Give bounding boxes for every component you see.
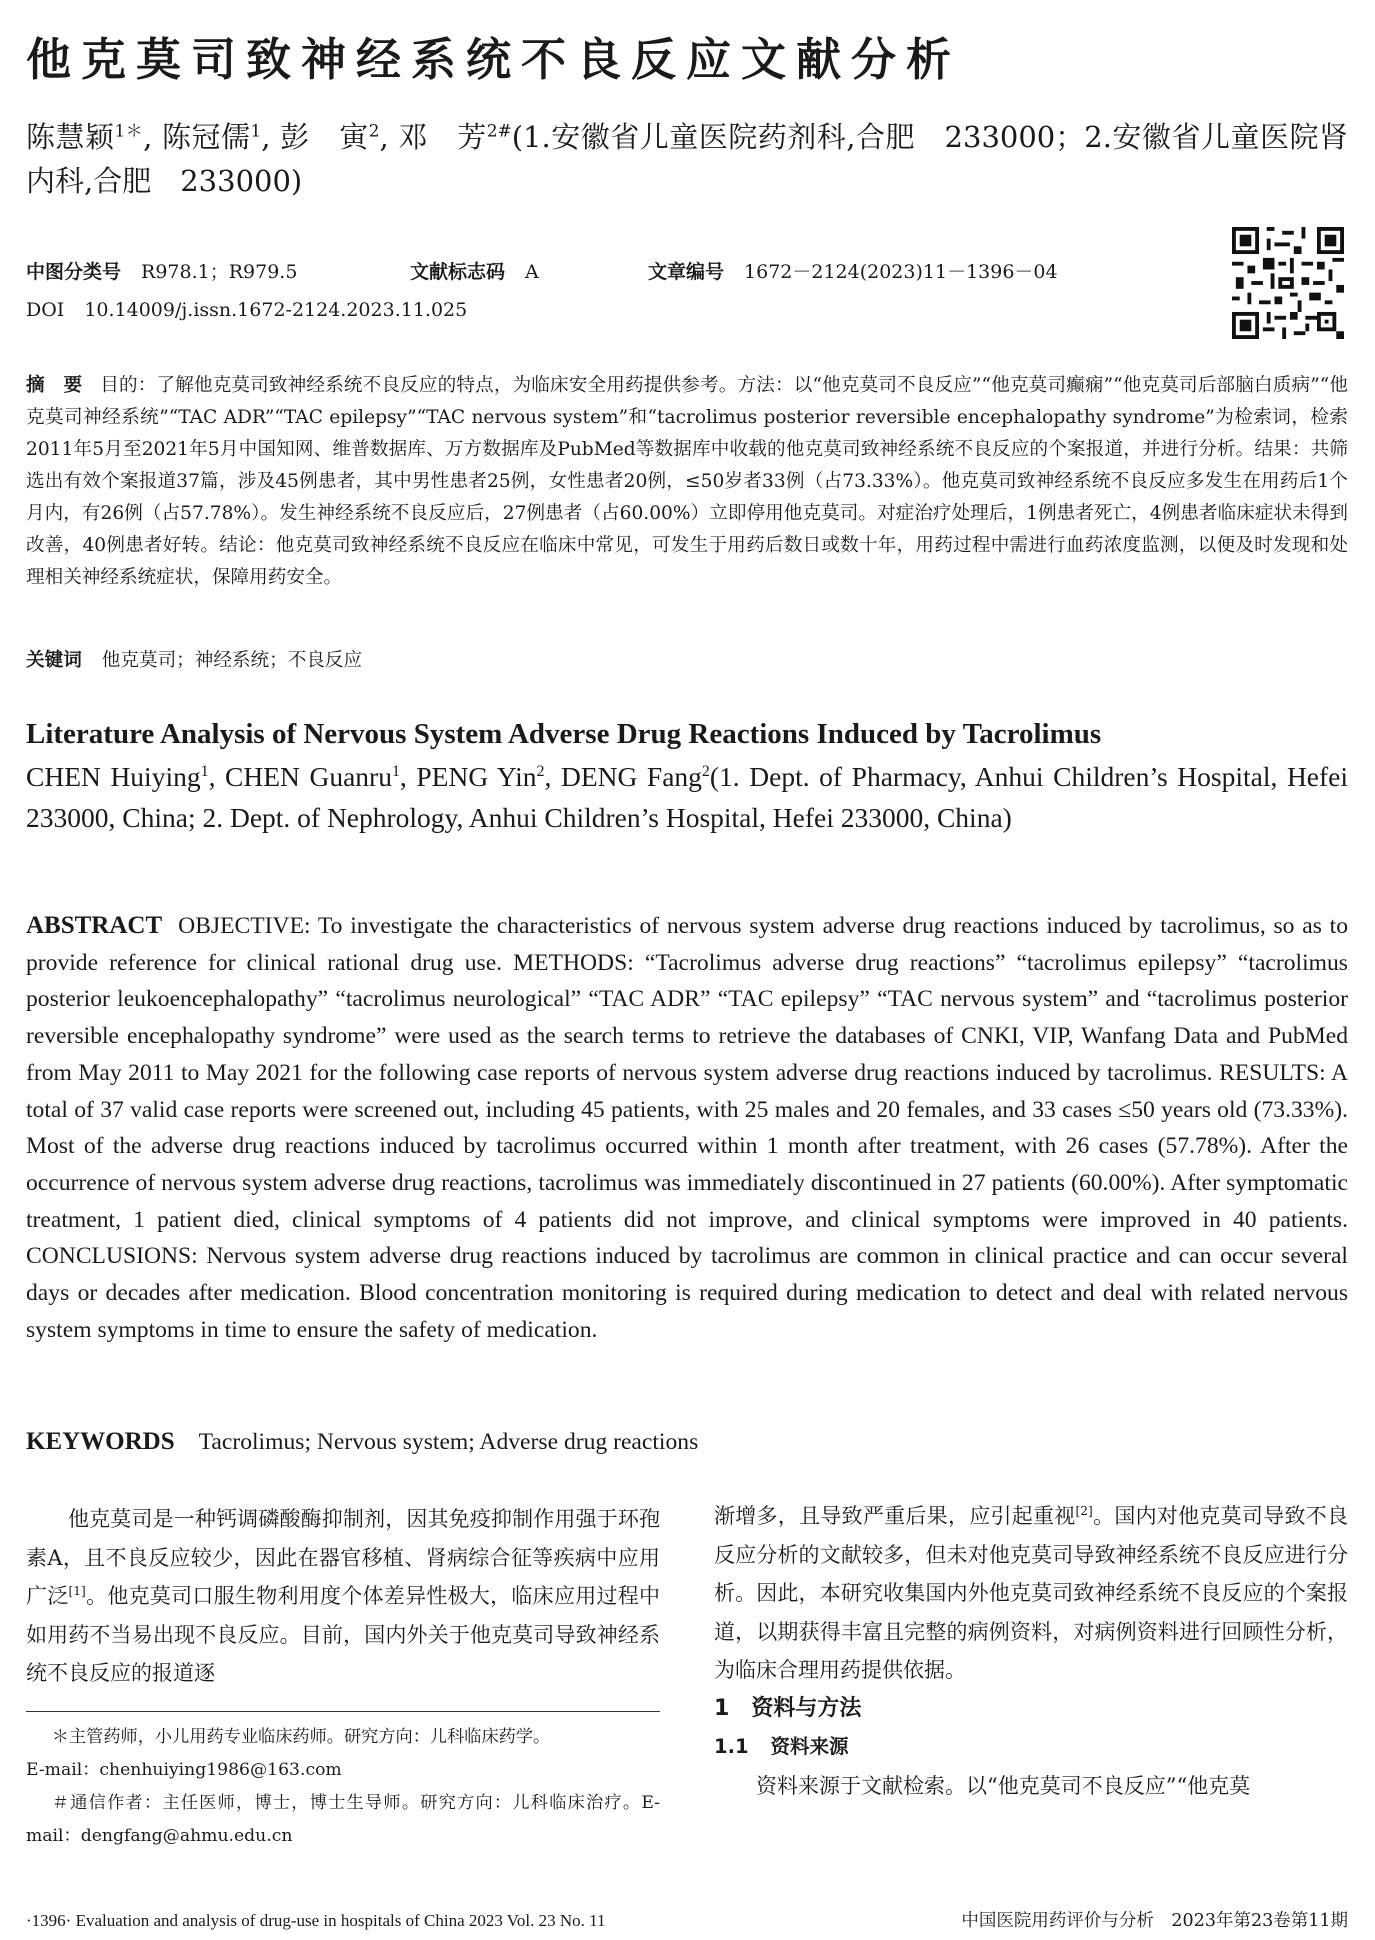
keywords-zh [26, 645, 362, 677]
citation-ref[interactable]: [1] [68, 1584, 86, 1598]
section-number: 1 [714, 1695, 730, 1721]
subsection-number: 1.1 [714, 1735, 749, 1758]
doi-value: 10.14009/j.issn.1672-2124.2023.11.025 [84, 299, 468, 321]
keywords-en [26, 1424, 698, 1461]
qr-code[interactable] [1232, 227, 1344, 339]
article-no-label: 文章编号 [648, 261, 725, 283]
section-title: 资料与方法 [751, 1695, 862, 1721]
author-line: 陈慧颖$^{1*}$, 陈冠儒$^1$, 彭 寅$^2$, 邓 芳$^{2\#}$(1.安徽省儿童医院药剂科,合肥 233000；2.安徽省儿童医院肾内科,合肥 233000) [26, 120, 1348, 198]
footnotes [26, 1721, 660, 1853]
author-sup: 1 [200, 762, 209, 780]
author-name: CHEN Guanru [225, 761, 392, 792]
body-text: 。他克莫司口服生物利用度个体差异性极大，临床应用过程中如用药不当易出现不良反应。目前，国内外关于他克莫司导致神经系统不良反应的报道逐 [26, 1584, 661, 1685]
author-name: 邓 芳 [398, 120, 487, 154]
author-name: PENG Yin [416, 761, 537, 792]
footer-left: ·1396· Evaluation and analysis of drug-use in hospitals of China 2023 Vol. 23 No. 11 [26, 1911, 606, 1930]
keywords-zh-label: 关键词 [26, 650, 82, 671]
keywords-en-text: Tacrolimus; Nervous system; Adverse drug reactions [198, 1429, 699, 1455]
doc-code-row [410, 258, 539, 286]
affiliation: (1.安徽省儿童医院药剂科,合肥 233000；2.安徽省儿童医院肾内科,合肥 233000) [26, 120, 1348, 198]
doc-code-label: 文献标志码 [410, 261, 506, 283]
author-sup: 2 [701, 762, 710, 780]
section-heading [714, 1690, 1348, 1729]
author-sup: 1 [250, 120, 262, 141]
author-sup: 2 [368, 120, 380, 141]
author-name: 彭 寅 [280, 120, 369, 154]
clc-row [26, 258, 297, 286]
footer-right: 中国医院用药评价与分析 2023年第23卷第11期 [961, 1911, 1348, 1931]
article-no-value: 1672－2124(2023)11－1396－04 [744, 261, 1058, 283]
author-sup: 2# [486, 120, 512, 141]
abstract-en [26, 908, 1348, 1348]
author-sup: 1 [391, 762, 400, 780]
citation-ref[interactable]: [2] [1075, 1504, 1093, 1518]
english-author-line: CHEN Huiying$^1$, CHEN Guanru$^1$, PENG Yin$^2$, DENG Fang$^2$(1. Dept. of Pharmacy, Anhui Children’s Hospital, Hefei 233000, China; 2. Dept. of Nephrology, Anhui Children’s Hospital, Hefei 233000, China) [26, 761, 1349, 833]
keywords-en-label: KEYWORDS [26, 1428, 175, 1455]
clc-label: 中图分类号 [26, 261, 122, 283]
body-paragraph: 资料来源于文献检索。以“他克莫司不良反应”“他克莫 [756, 1773, 1251, 1798]
english-title: Literature Analysis of Nervous System Adverse Drug Reactions Induced by Tacrolimus [26, 718, 1102, 750]
abstract-zh [26, 370, 1348, 594]
doi-row [26, 296, 467, 324]
article-no-row [648, 258, 1058, 286]
body-text: 。国内对他克莫司导致不良反应分析的文献较多，但未对他克莫司导致神经系统不良反应进行分析。因此，本研究收集国内外他克莫司致神经系统不良反应的个案报道，以期获得丰富且完整的病例资料，对病例资料进行回顾性分析，为临床合理用药提供依据。 [714, 1504, 1349, 1682]
footnote-corresponding: ＃通信作者：主任医师，博士，博士生导师。研究方向：儿科临床治疗。E-mail：dengfang@ahmu.edu.cn [26, 1793, 660, 1846]
abstract-en-text: OBJECTIVE: To investigate the characteristics of nervous system adverse drug reactions induced by tacrolimus, so as to provide reference for clinical rational drug use. METHODS: “Tacrolimus adverse drug reactions” “tacrolimus epilepsy” “tacrolimus posterior leukoencephalopathy” “tacrolimus neurological” “TAC ADR” “TAC epilepsy” “TAC nervous system” and “tacrolimus posterior reversible encephalopathy syndrome” were used as the search terms to retrieve the databases of CNKI, VIP, Wanfang Data and PubMed from May 2011 to May 2021 for the following case reports of nervous system adverse drug reactions induced by tacrolimus. RESULTS: A total of 37 valid case reports were screened out, including 45 patients, with 25 males and 20 females, and 33 cases ≤50 years old (73.33%). Most of the adverse drug reactions induced by tacrolimus occurred within 1 month after treatment, with 26 cases (57.78%). After the occurrence of nervous system adverse drug reactions, tacrolimus was immediately discontinued in 27 patients (60.00%). After symptomatic treatment, 1 patient died, clinical symptoms of 4 patients did not improve, and clinical symptoms were improved in 40 patients. CONCLUSIONS: Nervous system adverse drug reactions induced by tacrolimus are common in clinical practice and can occur several days or decades after medication. Blood concentration monitoring is required during medication to detect and deal with related nervous system symptoms in time to ensure the safety of medication. [26, 913, 1348, 1343]
body-column-right [714, 1497, 1348, 1805]
body-column-left [26, 1500, 660, 1693]
subsection-heading [714, 1728, 1348, 1767]
english-affiliation: (1. Dept. of Pharmacy, Anhui Children’s Hospital, Hefei 233000, China; 2. Dept. of Nephrology, Anhui Children’s Hospital, Hefei 233000, China) [26, 761, 1349, 833]
article-title: 他克莫司致神经系统不良反应文献分析 [26, 33, 962, 86]
doi-label: DOI [26, 299, 65, 321]
keywords-zh-text: 他克莫司；神经系统；不良反应 [101, 650, 363, 671]
author-name: 陈冠儒 [162, 120, 251, 154]
body-text: 他克莫司是一种钙调磷酸酶抑制剂，因其免疫抑制作用强于环孢素A，且不良反应较少，因此在器官移植、肾病综合征等疾病中应用广泛 [26, 1507, 660, 1608]
author-name: 陈慧颖 [26, 120, 115, 154]
footnote-email: E-mail：chenhuiying1986@163.com [26, 1760, 342, 1780]
author-sup: 2 [536, 762, 545, 780]
footnote-author: ＊主管药师，小儿用药专业临床药师。研究方向：儿科临床药学。 [51, 1727, 551, 1747]
author-sup: 1＊ [114, 120, 144, 141]
abstract-zh-label: 摘 要 [26, 375, 83, 396]
abstract-en-label: ABSTRACT [26, 912, 163, 939]
body-paragraph [26, 1500, 660, 1693]
abstract-zh-text: 目的：了解他克莫司致神经系统不良反应的特点，为临床安全用药提供参考。方法：以“他克莫司不良反应”“他克莫司癫痫”“他克莫司后部脑白质病”“他克莫司神经系统”“TAC ADR”“TAC epilepsy”“TAC nervous system”和“tacrolimus posterior reversible encephalopathy syndrome”为检索词，检索2011年5月至2021年5月中国知网、维普数据库、万方数据库及PubMed等数据库中收载的他克莫司致神经系统不良反应的个案报道，并进行分析。结果：共筛选出有效个案报道37篇，涉及45例患者，其中男性患者25例，女性患者20例，≤50岁者33例（占73.33%）。他克莫司致神经系统不良反应多发生在用药后1个月内，有26例（占57.78%）。发生神经系统不良反应后，27例患者（占60.00%）立即停用他克莫司。对症治疗处理后，1例患者死亡，4例患者临床症状未得到改善，40例患者好转。结论：他克莫司致神经系统不良反应在临床中常见，可发生于用药后数日或数十年，用药过程中需进行血药浓度监测，以便及时发现和处理相关神经系统症状，保障用药安全。 [26, 375, 1348, 588]
author-name: CHEN Huiying [26, 761, 201, 792]
author-name: DENG Fang [560, 761, 702, 792]
body-text: 渐增多，且导致严重后果，应引起重视 [714, 1504, 1076, 1528]
clc-value: R978.1；R979.5 [141, 261, 298, 283]
subsection-title: 资料来源 [770, 1735, 849, 1758]
footnote-divider [26, 1711, 660, 1712]
body-paragraph [714, 1497, 1348, 1690]
doc-code-value: A [525, 261, 539, 283]
